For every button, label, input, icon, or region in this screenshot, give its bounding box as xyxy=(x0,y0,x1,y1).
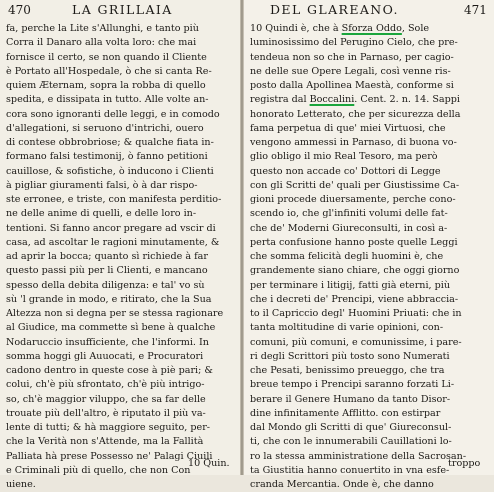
text-line: casa, ad ascoltar le ragioni minutamente, & xyxy=(6,236,220,248)
text-line: fa, perche la Lite s'Allunghi, e tanto più xyxy=(6,23,199,34)
text-line: to il Capriccio degl' Huomini Priuati: che in xyxy=(250,308,462,319)
text-line: fornisce il certo, se non quando il Cliente xyxy=(6,51,207,63)
text-line: questo passi più per li Clienti, e mancano xyxy=(6,265,208,277)
text-line: che de' Moderni Giureconsulti, in così a- xyxy=(250,222,448,234)
text-line: formano falsi testimonij, ò fanno petitioni xyxy=(6,151,208,163)
text-line: ta Giustitia hanno conuertito in vna esfe- xyxy=(250,464,450,476)
text-line: Corra il Danaro alla volta loro: che mai xyxy=(6,37,197,49)
right-running-head: DEL GLAREANO. xyxy=(270,2,399,17)
right-catchword: troppo xyxy=(448,458,481,469)
text-line: fama perpetua di que' miei Virtuosi, che xyxy=(250,122,446,134)
left-catchword: 10 Quin. xyxy=(188,458,230,469)
right-page-number: 471 xyxy=(464,3,487,17)
text-line: che la Verità non s'Attende, ma la Fallità xyxy=(6,436,204,448)
text-line: perta confusione hanno poste quelle Leggi xyxy=(250,236,458,248)
text-line: tendeua non so che in Parnaso, per cagio- xyxy=(250,51,454,63)
text-line: ad aprir la bocca; quanto sì richiede à far xyxy=(6,251,208,262)
text-line: registra dal Boccalini. Cent. 2. n. 14. Sappi xyxy=(250,94,460,106)
text-line: che somma felicità degli huomini è, che xyxy=(250,251,444,262)
text-line: berare il Genere Humano da tanto Disor- xyxy=(250,393,451,405)
text-line: dine infinitamente Afflitto. con estirpar xyxy=(250,407,441,419)
text-line: posto dalla Apollinea Maestà, conforme si xyxy=(250,80,454,91)
left-page xyxy=(0,0,240,490)
left-running-head: LA GRILLAIA xyxy=(72,2,173,17)
text-line: al Giudice, ma commette sì bene à qualche xyxy=(6,322,216,334)
text-line: questo non accade co' Dottori di Legge xyxy=(250,165,441,177)
text-line: gioni procede diuersamente, perche cono- xyxy=(250,194,456,205)
right-text-block xyxy=(250,22,490,492)
highlighted-name-sforza-oddo: Sforza Oddo xyxy=(341,23,402,34)
highlighted-name-boccalini: Boccalini xyxy=(309,94,355,106)
text-line: tanta moltitudine di varie opinioni, con- xyxy=(250,322,444,334)
text-line: con gli Scritti de' quali per Giustissime Ca- xyxy=(250,179,460,191)
text-line: sù 'l grande in modo, e ritirato, che la Sua xyxy=(6,293,212,305)
text-line: per terminare i litigij, fatti già eterni, più xyxy=(250,279,451,291)
text-line: Altezza non si degna per se stessa ragionare xyxy=(6,308,224,319)
text-line: so, ch'è maggior viluppo, che sa far delle xyxy=(6,393,206,405)
text-line: di contese obbrobriose; & qualche fiata in- xyxy=(6,137,214,148)
text-line: e Criminali più di quello, che non Con xyxy=(6,464,191,476)
text-line: vengono ammessi in Parnaso, di buona vo- xyxy=(250,137,457,148)
text-line: colui, ch'è più sfrontato, ch'è più intrigo- xyxy=(6,379,205,391)
text-line: Nodaruccio insufficiente, che l'informi. In xyxy=(6,336,209,348)
text-line: trouate più dell'altro, è riputato il più va- xyxy=(6,407,206,419)
text-line: uiene. xyxy=(6,479,36,490)
left-page-number: 470 xyxy=(8,3,31,17)
text-line: ste erronee, e triste, con manifesta perditio- xyxy=(6,194,222,205)
text-line: cadono dentro in queste cose à piè pari; & xyxy=(6,365,213,376)
text-line: comuni, più comuni, e comunissime, i pare- xyxy=(250,336,462,348)
text-line: quiem Æternam, sopra la robba di quello xyxy=(6,80,206,91)
text-line: somma hoggi gli Auuocati, e Procuratori xyxy=(6,350,204,362)
text-line: che Pesati, benissimo preueggo, che tra xyxy=(250,365,445,376)
text-line: glio obligo il mio Real Tesoro, ma però xyxy=(250,151,438,163)
text-line: cora sono ignoranti delle leggi, e in comodo xyxy=(6,108,220,120)
text-line: dal Mondo gli Scritti di que' Giureconsul- xyxy=(250,422,452,433)
text-line: lente di tutti; & hà maggiore seguito, per- xyxy=(6,422,211,433)
left-text-block xyxy=(6,22,236,492)
text-line: ri degli Scrittori più tosto sono Numerati xyxy=(250,350,450,362)
text-line: cranda Mercantia. Onde è, che danno xyxy=(250,479,434,490)
text-line: à pigliar giuramenti falsi, ò à dar rispo- xyxy=(6,179,198,191)
text-line: cauillose, & sofistiche, ò inducono i Clienti xyxy=(6,165,214,177)
text-line: honorato Letterato, che per sicurezza della xyxy=(250,108,461,120)
text-line: luminosissimo del Perugino Cielo, che pre- xyxy=(250,37,458,49)
text-line: d'allegationi, si seruono d'intrichi, ouero xyxy=(6,122,204,134)
text-line: spedita, e dissipata in tutto. Alle volte an- xyxy=(6,94,209,106)
text-line: Palliata hà prese Possesso ne' Palagi Ciuili xyxy=(6,450,213,462)
right-page xyxy=(244,0,494,490)
text-line: scendo io, che gl'infiniti volumi delle fat- xyxy=(250,208,448,220)
text-line: grandemente siano chiare, che oggi giorno xyxy=(250,265,460,277)
text-line: breue tempo i Prencipi saranno forzati Li- xyxy=(250,379,455,391)
text-line: ti, che con le innumerabili Cauillationi lo- xyxy=(250,436,452,448)
text-line: che i decreti de' Prencipi, viene abbraccia- xyxy=(250,293,459,305)
text-line: ro la stessa amministratione della Sacrosan- xyxy=(250,450,467,462)
text-line: spesso della debita diligenza: e tal' vo sù xyxy=(6,279,205,291)
text-line: tentioni. Si fanno ancor pregare ad vscir di xyxy=(6,222,216,234)
text-line: ne delle sue Opere Legali, così venne ris- xyxy=(250,65,451,77)
text-line: ne delle anime di quelli, e delle loro in- xyxy=(6,208,197,220)
text-line: 10 Quindi è, che à Sforza Oddo, Sole xyxy=(250,23,430,34)
text-line: è Portato all'Hospedale, ò che si canta Re- xyxy=(6,65,212,77)
